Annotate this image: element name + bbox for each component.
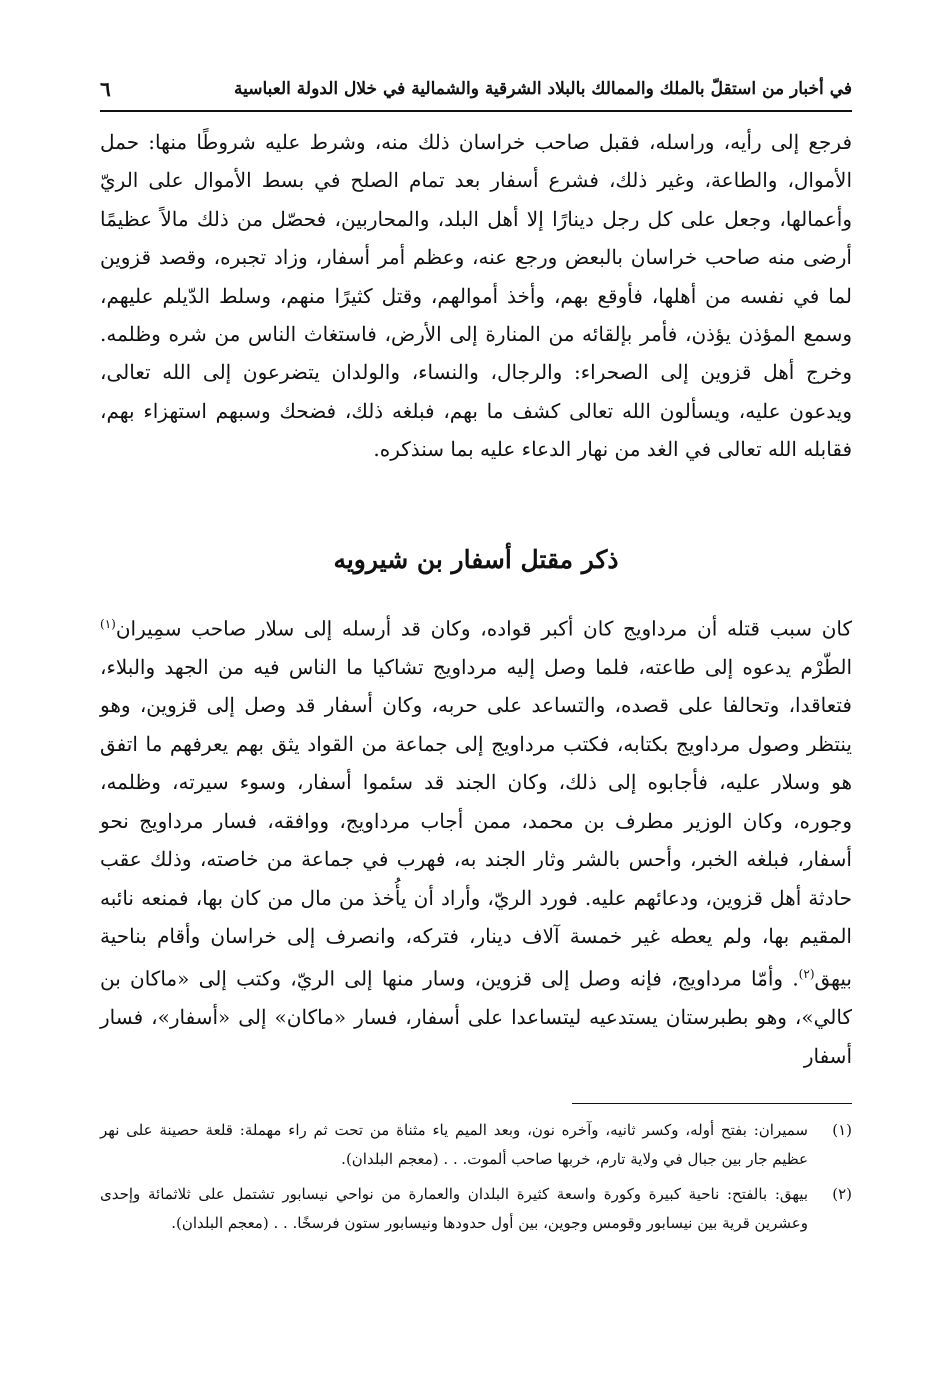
footnote-2 [100, 1180, 852, 1238]
footnote-1-text: سميران: بفتح أوله، وكسر ثانيه، وآخره نون، وبعد الميم ياء مثناة من تحت ثم راء مهملة: قلعة حصينة على نهر عظيم جار بين جبال في ولاية تارم، خربها صاحب ألموت. . . (معجم البلدان). [100, 1121, 808, 1168]
paragraph-2-part-c: . وأمّا مرداويج، فإنه وصل إلى قزوين، وسار منها إلى الريّ، وكتب إلى «ماكان بن كالي»، وهو بطبرستان يستدعيه ليتساعدا على أسفار، فسار «ماكان» إلى «أسفار»، فسار أسفار [100, 966, 852, 1068]
page-number: ٦ [100, 77, 111, 101]
paragraph-2-part-b: الطّرْم يدعوه إلى طاعته، فلما وصل إليه مرداويج تشاكيا ما الناس فيه من الجهد والبلاء، فتعاقدا، وتحالفا على قصده، والتساعد على حربه، وكان أسفار قد وصل إلى قزوين، وهو ينتظر وصول مرداويج بكتابه، فكتب مرداويج إلى جماعة من القواد يثق بهم يعرفهم ما اتفق هو وسلار عليه، فأجابوه إلى ذلك، وكان الجند قد سئموا أسفار، وسوء سيرته، وظلمه، وجوره، وكان الوزير مطرف بن محمد، ممن أجاب مرداويج، ووافقه، فسار مرداويج نحو أسفار، فبلغه الخبر، وأحس بالشر وثار الجند به، فهرب في جماعة من خاصته، وذلك عقب حادثة أهل قزوين، ودعائهم عليه. فورد الريّ، وأراد أن يأُخذ من مال من كان بها، فمنعه نائبه المقيم بها، ولم يعطه غير خمسة آلاف دينار، فتركه، وانصرف إلى خراسان وأقام بناحية بيهق [100, 655, 852, 991]
footnote-1-number: (١) [832, 1121, 852, 1139]
footnote-1 [100, 1116, 852, 1174]
section-title: ذكر مقتل أسفار بن شيرويه [333, 545, 619, 574]
paragraph-2 [100, 605, 852, 1075]
running-title: في أخبار من استقلّ بالملك والممالك بالبلاد الشرقية والشمالية في خلال الدولة العباسية [233, 79, 852, 99]
footnote-ref-2: (٢) [798, 967, 815, 982]
running-header [100, 72, 852, 106]
footnote-ref-1: (١) [100, 617, 116, 631]
footnote-rule [572, 1103, 852, 1104]
header-rule [100, 110, 852, 112]
footnote-2-text: بيهق: بالفتح: ناحية كبيرة وكورة واسعة كثيرة البلدان والعمارة من نواحي نيسابور تشتمل على ثلاثمائة وإحدى وعشرين قرية بين نيسابور وقومس وجوين، بين أول حدودها ونيسابور ستون فرسخًا. . . (معجم البلدان). [100, 1185, 808, 1232]
footnote-2-number: (٢) [832, 1185, 852, 1203]
paragraph-2-part-a: كان سبب قتله أن مرداويج كان أكبر قواده، وكان قد أرسله إلى سلار صاحب سمِيران [115, 616, 852, 641]
paragraph-1: فرجع إلى رأيه، وراسله، فقبل صاحب خراسان ذلك منه، وشرط عليه شروطًا منها: حمل الأموال، والطاعة، وغير ذلك، فشرع أسفار بعد تمام الصلح في بسط الأموال على الريّ وأعمالها، وجعل على كل رجل دينارًا إلا أهل البلد، والمحاربين، فحصّل من ذلك مالاً عظيمًا أرضى منه صاحب خراسان بالبعض ورجع عنه، وعظم أمر أسفار، وزاد تجبره، وقصد قزوين لما في نفسه من أهلها، فأوقع بهم، وأخذ أموالهم، وقتل كثيرًا منهم، وسلط الدّيلم عليهم، وسمع المؤذن يؤذن، فأمر بإلقائه من المنارة إلى الأرض، فاستغاث الناس من شره وظلمه. وخرج أهل قزوين إلى الصحراء: والرجال، والنساء، والولدان يتضرعون إلى الله تعالى، ويدعون عليه، ويسألون الله تعالى كشف ما بهم، فبلغه ذلك، فضحك وسبهم استهزاء بهم، فقابله الله تعالى في الغد من نهار الدعاء عليه بما سنذكره. [100, 130, 853, 462]
footnotes [100, 1116, 852, 1244]
